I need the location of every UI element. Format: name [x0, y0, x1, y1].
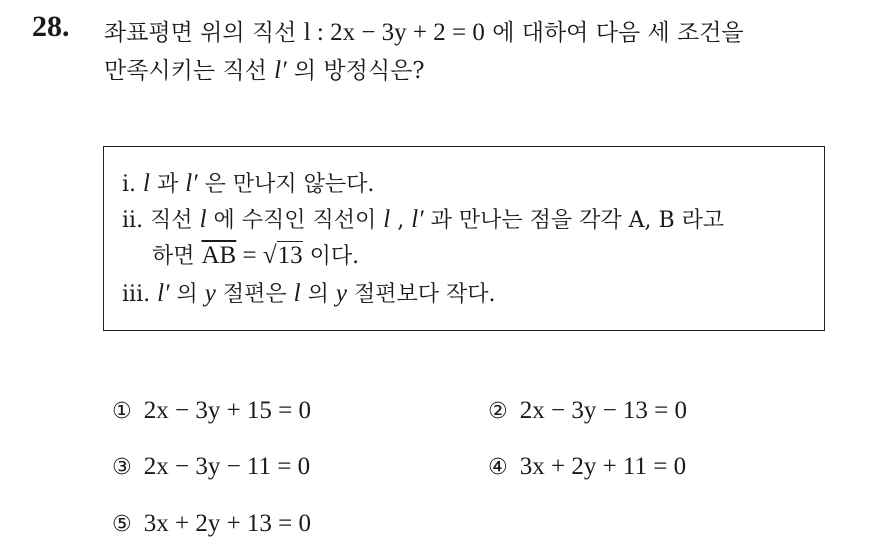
choice-marker: ① — [112, 399, 132, 424]
condition-1 — [122, 167, 374, 198]
condition-text: 과 — [149, 172, 186, 197]
choice-marker: ③ — [112, 455, 132, 480]
line-symbol: l — [293, 280, 301, 307]
equals-sign: = — [236, 242, 263, 269]
line-symbol: l — [199, 206, 207, 233]
question-text: 만족시키는 직선 — [104, 58, 275, 84]
sqrt-radicand: 13 — [277, 242, 303, 269]
condition-2 — [122, 203, 724, 234]
question-text: 좌표평면 위의 직선 — [104, 20, 304, 46]
condition-text: 과 만나는 점을 각각 A, B 라고 — [423, 208, 725, 233]
choice-equation: 2x − 3y − 13 = 0 — [519, 397, 688, 424]
choice-marker: ② — [488, 399, 508, 424]
choice-4[interactable] — [488, 452, 686, 481]
question-text: 의 방정식은? — [286, 58, 425, 84]
condition-text: 의 — [300, 282, 336, 307]
choice-marker: ④ — [488, 455, 508, 480]
question-number: 28. — [32, 10, 70, 43]
choice-3[interactable] — [112, 452, 310, 481]
line-symbol: l′ — [411, 206, 424, 233]
condition-text: 이다. — [302, 244, 360, 269]
condition-text: 의 — [169, 282, 205, 307]
line-symbol: l′ — [185, 170, 198, 197]
choice-1[interactable] — [112, 396, 311, 425]
choice-2[interactable] — [488, 396, 687, 425]
line-symbol: l — [143, 170, 150, 197]
condition-3 — [122, 277, 495, 308]
y-symbol: y — [204, 280, 216, 307]
condition-text: 절편은 — [215, 282, 294, 307]
condition-text: 하면 — [152, 244, 202, 269]
question-line-1 — [104, 14, 744, 47]
condition-2-continued — [152, 239, 359, 270]
condition-text: 절편보다 작다. — [346, 282, 496, 307]
segment-ab: $\overline{AB}$ — [201, 242, 237, 269]
choice-equation: 2x − 3y + 15 = 0 — [143, 397, 312, 424]
choice-marker: ⑤ — [112, 512, 132, 537]
line-symbol: l′ — [157, 280, 170, 307]
condition-label: i. — [122, 172, 144, 197]
conditions-box — [103, 146, 825, 331]
sqrt-symbol: √ — [262, 242, 277, 269]
choice-5[interactable] — [112, 509, 311, 538]
y-symbol: y — [335, 280, 347, 307]
line-equation: l : 2x − 3y + 2 = 0 — [303, 19, 485, 46]
choice-equation: 2x − 3y − 11 = 0 — [143, 453, 311, 480]
condition-text: , — [390, 208, 412, 233]
question-text: 에 대하여 다음 세 조건을 — [484, 20, 744, 46]
condition-text: 은 만나지 않는다. — [197, 172, 375, 197]
choice-equation: 3x + 2y + 11 = 0 — [519, 453, 687, 480]
question-line-2 — [104, 52, 425, 85]
condition-text: 에 수직인 직선이 — [206, 208, 384, 233]
choice-equation: 3x + 2y + 13 = 0 — [143, 510, 312, 537]
condition-label: ii. 직선 — [122, 208, 200, 233]
condition-label: iii. — [122, 282, 158, 307]
line-symbol: l — [383, 206, 391, 233]
line-symbol: l′ — [274, 57, 287, 84]
